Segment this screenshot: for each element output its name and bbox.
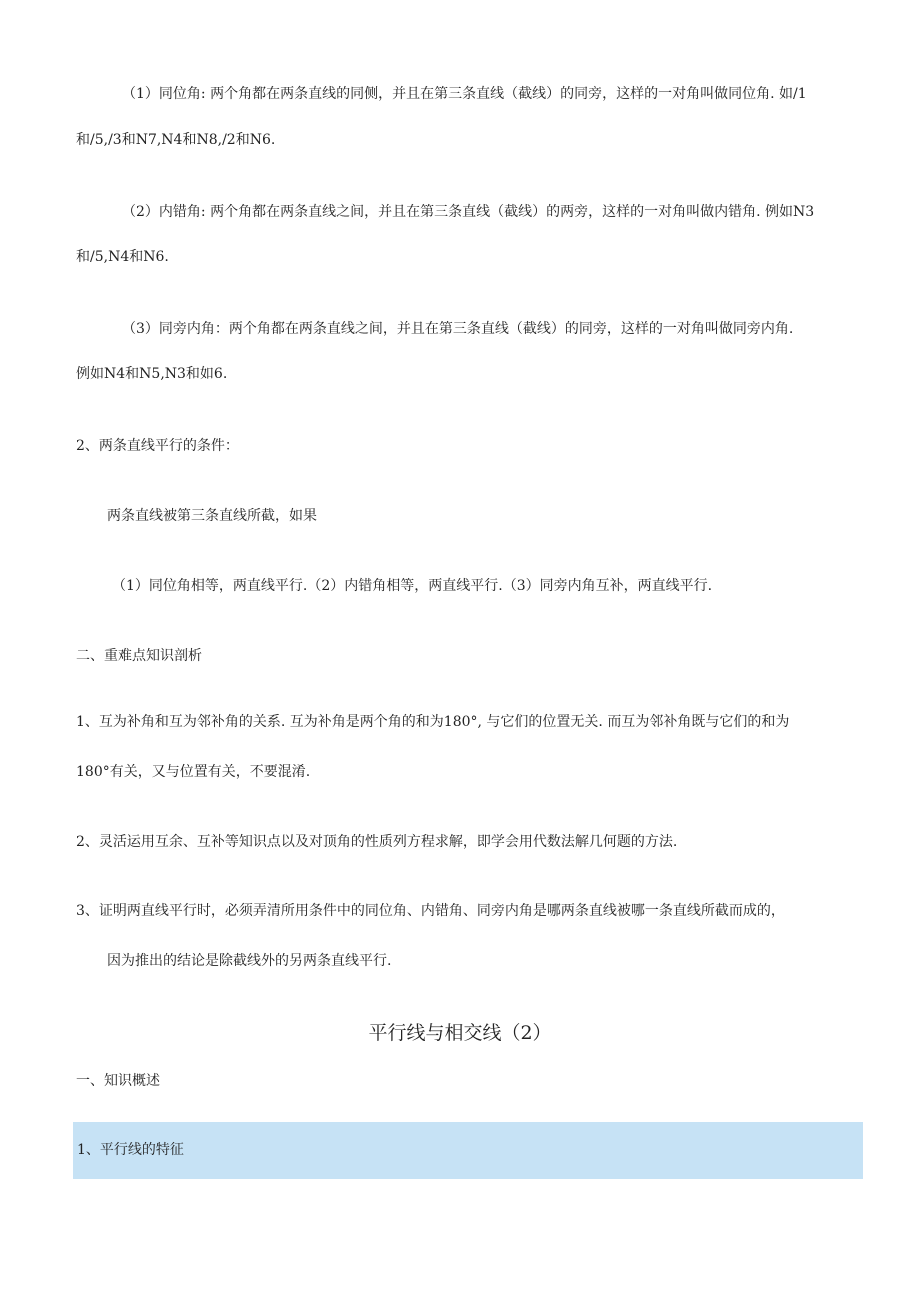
key-point-1-line-2: 180°有关，又与位置有关，不要混淆. — [76, 764, 311, 780]
paragraph-alternate-angles-line-2: 和/5,N4和N6. — [76, 249, 169, 265]
parallel-conditions-intro: 两条直线被第三条直线所截，如果 — [107, 508, 317, 524]
section-heading-parallel-conditions: 2、两条直线平行的条件： — [76, 438, 239, 454]
paragraph-alternate-angles-line-1: （2）内错角: 两个角都在两条直线之间，并且在第三条直线（截线）的两旁，这样的一对角叫做内错角. 例如N3 — [122, 204, 815, 220]
key-point-2: 2、灵活运用互余、互补等知识点以及对顶角的性质列方程求解，即学会用代数法解几何题的方法. — [76, 834, 678, 850]
paragraph-interior-angles-line-1: （3）同旁内角：两个角都在两条直线之间，并且在第三条直线（截线）的同旁，这样的一对角叫做同旁内角. — [122, 321, 794, 337]
highlighted-heading-parallel-features: 1、平行线的特征 — [77, 1142, 184, 1158]
section-heading-key-points: 二、重难点知识剖析 — [76, 648, 202, 664]
paragraph-corresponding-angles-line-2: 和/5,/3和N7,N4和N8,/2和N6. — [76, 132, 276, 148]
paragraph-corresponding-angles-line-1: （1）同位角: 两个角都在两条直线的同侧，并且在第三条直线（截线）的同旁，这样的一对角叫做同位角. 如/1 — [122, 86, 807, 102]
section-heading-knowledge-overview: 一、知识概述 — [76, 1073, 160, 1089]
key-point-1-line-1: 1、互为补角和互为邻补角的关系. 互为补角是两个角的和为180°, 与它们的位置无关. 而互为邻补角既与它们的和为 — [76, 714, 790, 730]
page-title: 平行线与相交线（2） — [368, 1022, 552, 1044]
paragraph-interior-angles-line-2: 例如N4和N5,N3和如6. — [76, 366, 228, 382]
highlighted-heading-block — [73, 1122, 863, 1179]
key-point-3-line-2: 因为推出的结论是除截线外的另两条直线平行. — [107, 953, 392, 969]
parallel-conditions-list: （1）同位角相等，两直线平行.（2）内错角相等，两直线平行.（3）同旁内角互补，两直线平行. — [112, 578, 713, 594]
key-point-3-line-1: 3、证明两直线平行时，必须弄清所用条件中的同位角、内错角、同旁内角是哪两条直线被哪一条直线所截而成的， — [76, 903, 785, 919]
